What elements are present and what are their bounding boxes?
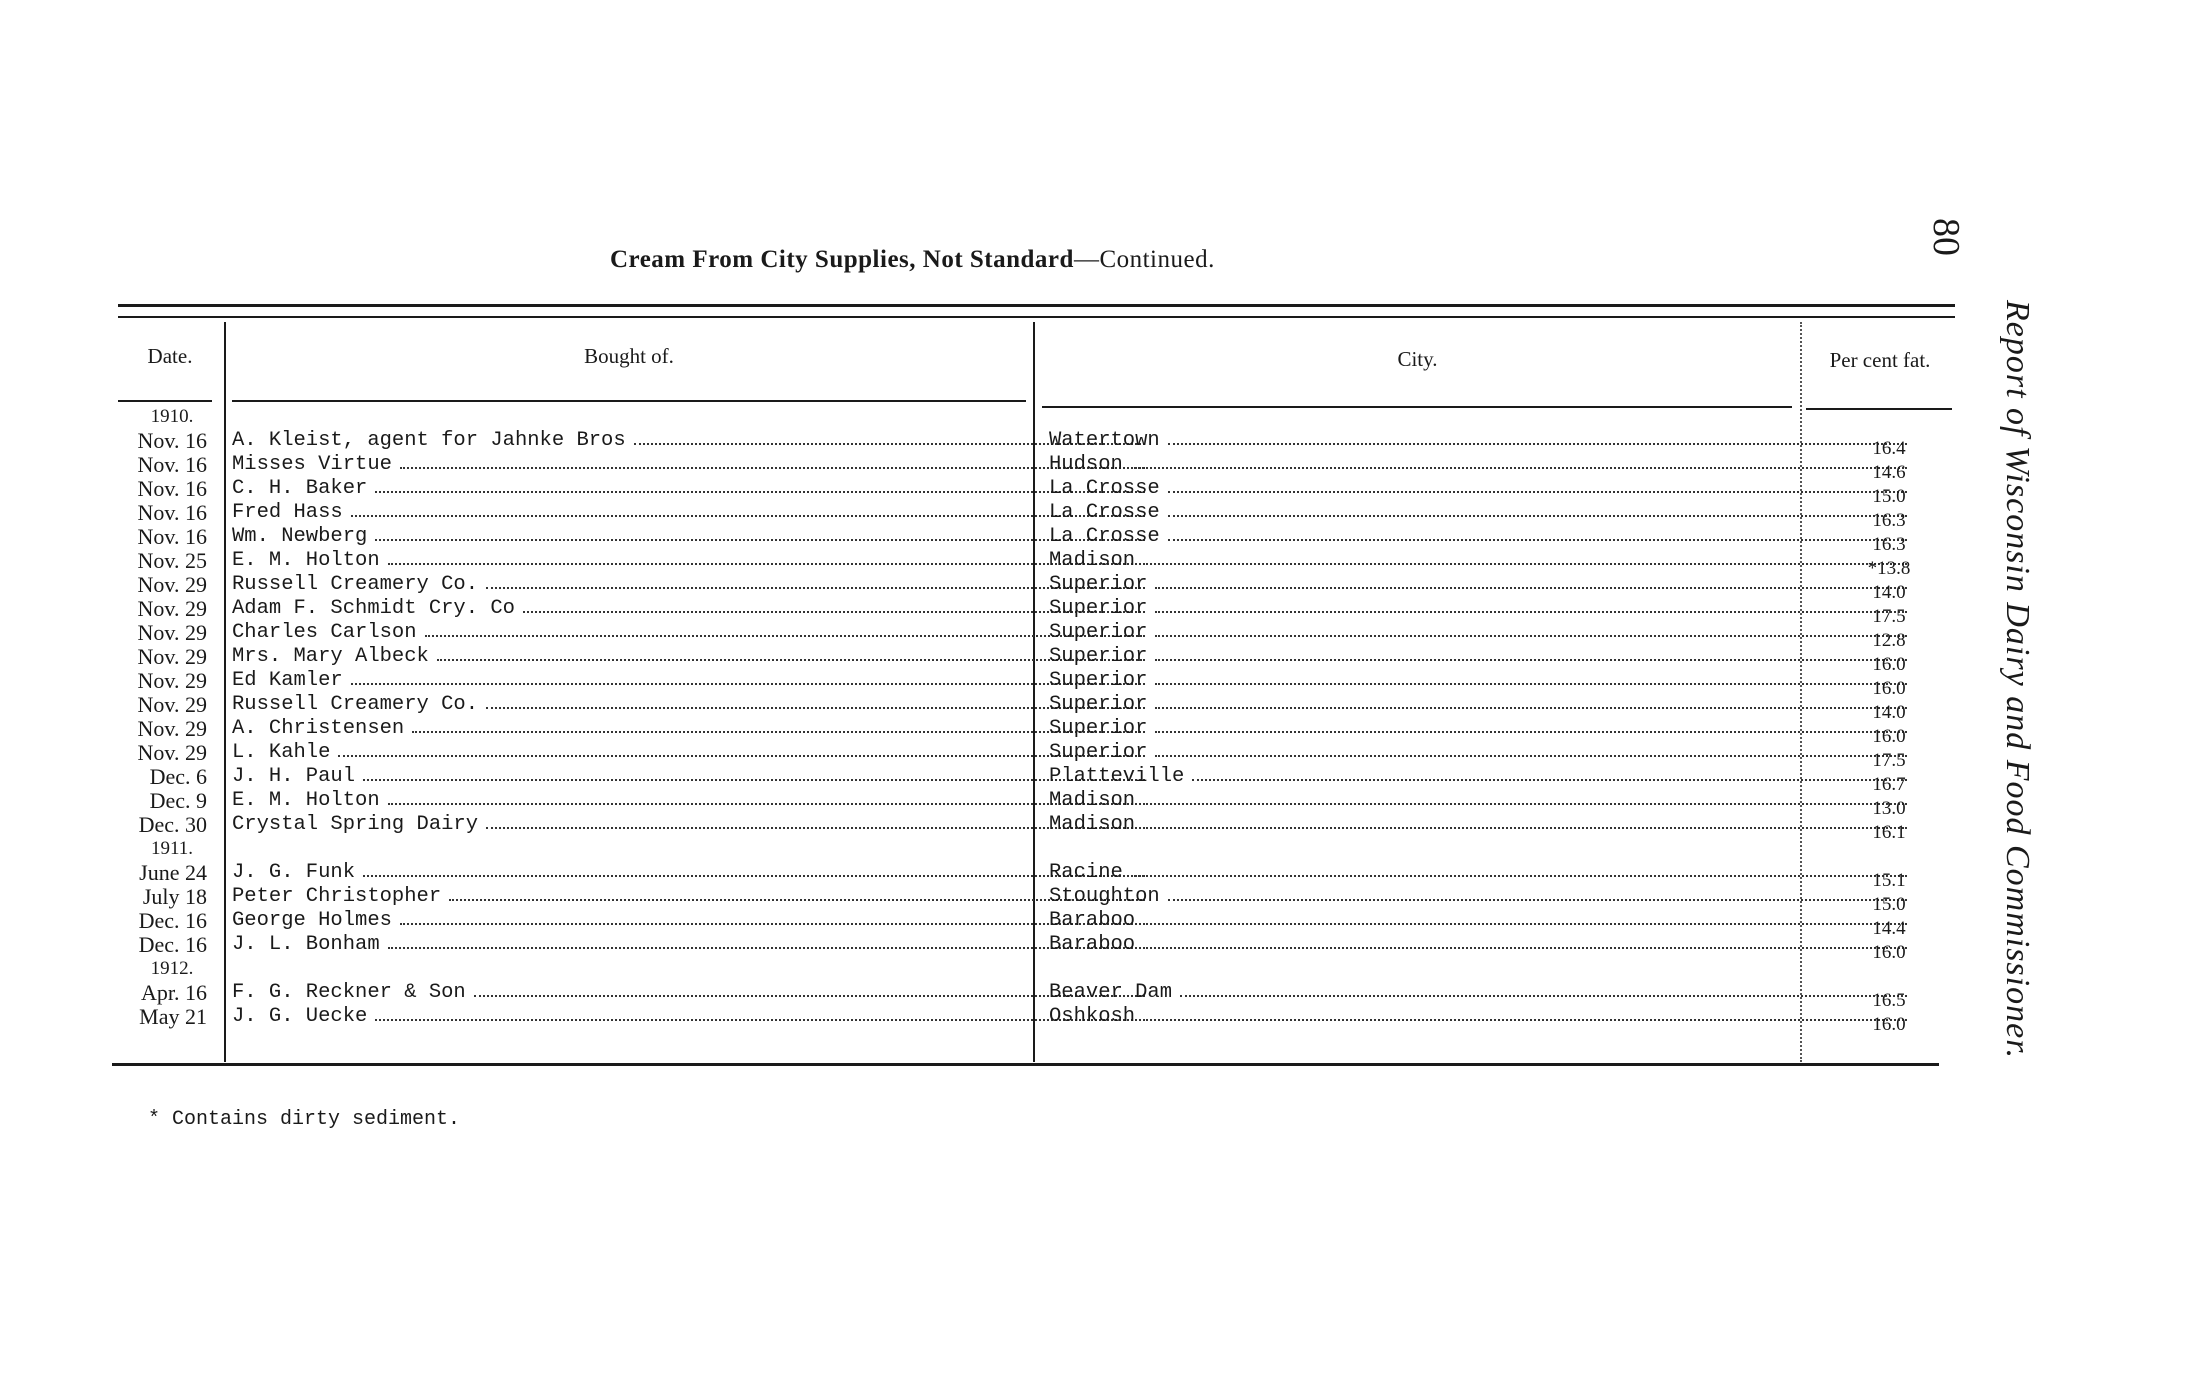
top-rule-thin: [118, 316, 1955, 318]
year-row: [112, 957, 1952, 981]
bought-of-text: Crystal Spring Dairy: [232, 813, 479, 836]
city-text: Madison: [1049, 549, 1136, 572]
dot-leader: [400, 909, 1145, 925]
dot-leader: [1168, 429, 1907, 445]
table-row: [112, 980, 1952, 1011]
city-cell: [1049, 1005, 1907, 1029]
table-row: [112, 452, 1952, 483]
bought-of-cell: [232, 669, 1145, 693]
fat-cell: 16.0: [1872, 678, 1906, 699]
city-text: Superior: [1049, 597, 1148, 620]
dot-leader: [1143, 549, 1907, 565]
bought-of-cell: [232, 741, 1145, 765]
fat-cell: 16.0: [1872, 654, 1906, 675]
dot-leader: [400, 453, 1145, 469]
bought-of-text: C. H. Baker: [232, 477, 368, 500]
dot-leader: [1192, 765, 1907, 781]
year-label: 1910.: [150, 406, 194, 427]
table-row: [112, 908, 1952, 939]
fat-cell: 14.6: [1872, 462, 1906, 483]
table-row: [112, 668, 1952, 699]
bought-of-text: E. M. Holton: [232, 789, 380, 812]
city-cell: [1049, 573, 1907, 597]
table-row: [112, 620, 1952, 651]
dot-leader: [375, 477, 1145, 493]
bought-of-cell: [232, 861, 1145, 885]
city-text: Superior: [1049, 669, 1148, 692]
table-row: [112, 548, 1952, 579]
dot-leader: [425, 621, 1145, 637]
dot-leader: [1168, 501, 1907, 517]
city-cell: [1049, 981, 1907, 1005]
fat-cell: 16.7: [1872, 774, 1906, 795]
city-cell: [1049, 549, 1907, 573]
city-cell: [1049, 669, 1907, 693]
table-row: [112, 788, 1952, 819]
column-header-date: Date.: [147, 344, 193, 368]
city-cell: [1049, 429, 1907, 453]
table-title: [610, 246, 1215, 274]
column-header-bought-of: Bought of.: [584, 344, 674, 368]
dot-leader: [1155, 717, 1907, 733]
dot-leader: [1168, 525, 1907, 541]
city-text: Hudson: [1049, 453, 1123, 476]
table-row: [112, 476, 1952, 507]
city-cell: [1049, 717, 1907, 741]
dot-leader: [1155, 573, 1907, 589]
date-cell: Nov. 16: [137, 452, 207, 477]
dot-leader: [1155, 741, 1907, 757]
city-cell: [1049, 621, 1907, 645]
city-cell: [1049, 741, 1907, 765]
date-cell: Nov. 16: [137, 500, 207, 525]
fat-cell: 16.3: [1872, 534, 1906, 555]
date-cell: Apr. 16: [141, 980, 207, 1005]
dot-leader: [363, 861, 1145, 877]
date-cell: Nov. 29: [137, 668, 207, 693]
fat-cell: 15.0: [1872, 894, 1906, 915]
fat-cell: 14.0: [1872, 582, 1906, 603]
city-text: Madison: [1049, 789, 1136, 812]
bought-of-cell: [232, 429, 1145, 453]
city-text: Superior: [1049, 645, 1148, 668]
dot-leader: [449, 885, 1145, 901]
dot-leader: [1143, 909, 1907, 925]
city-cell: [1049, 525, 1907, 549]
date-cell: Nov. 29: [137, 740, 207, 765]
dot-leader: [486, 573, 1145, 589]
dot-leader: [486, 693, 1145, 709]
fat-cell: 16.0: [1872, 726, 1906, 747]
dot-leader: [474, 981, 1145, 997]
city-text: Superior: [1049, 717, 1148, 740]
bought-of-text: Adam F. Schmidt Cry. Co: [232, 597, 515, 620]
city-cell: [1049, 501, 1907, 525]
date-cell: Dec. 16: [138, 908, 207, 933]
fat-cell: 16.3: [1872, 510, 1906, 531]
table-row: [112, 884, 1952, 915]
fat-cell: 16.1: [1872, 822, 1906, 843]
bought-of-cell: [232, 573, 1145, 597]
date-cell: Nov. 29: [137, 572, 207, 597]
table-row: [112, 812, 1952, 843]
running-head: Report of Wisconsin Dairy and Food Commissioner.: [1999, 300, 2036, 1060]
city-cell: [1049, 693, 1907, 717]
table-row: [112, 764, 1952, 795]
city-text: Oshkosh: [1049, 1005, 1136, 1028]
date-cell: Nov. 29: [137, 620, 207, 645]
bought-of-text: L. Kahle: [232, 741, 331, 764]
dot-leader: [1155, 645, 1907, 661]
city-cell: [1049, 861, 1907, 885]
table-row: [112, 428, 1952, 459]
dot-leader: [486, 813, 1145, 829]
date-cell: July 18: [142, 884, 207, 909]
table-row: [112, 1004, 1952, 1035]
table-row: [112, 740, 1952, 771]
bought-of-text: Peter Christopher: [232, 885, 442, 908]
dot-leader: [1143, 789, 1907, 805]
bought-of-cell: [232, 717, 1145, 741]
dot-leader: [1180, 981, 1907, 997]
dot-leader: [375, 1005, 1145, 1021]
table-row: [112, 644, 1952, 675]
bought-of-cell: [232, 981, 1145, 1005]
dot-leader: [351, 669, 1145, 685]
city-text: Superior: [1049, 693, 1148, 716]
dot-leader: [388, 549, 1145, 565]
bought-of-text: Mrs. Mary Albeck: [232, 645, 429, 668]
city-text: La Crosse: [1049, 501, 1160, 524]
date-cell: Nov. 25: [137, 548, 207, 573]
table-row: [112, 692, 1952, 723]
year-row: [112, 405, 1952, 429]
fat-cell: 14.0: [1872, 702, 1906, 723]
bought-of-text: Russell Creamery Co.: [232, 573, 479, 596]
bought-of-text: J. L. Bonham: [232, 933, 380, 956]
dot-leader: [1155, 621, 1907, 637]
city-text: Baraboo: [1049, 909, 1136, 932]
bought-of-text: George Holmes: [232, 909, 392, 932]
date-cell: Nov. 16: [137, 476, 207, 501]
bought-of-cell: [232, 597, 1145, 621]
fat-cell: 12.8: [1872, 630, 1906, 651]
city-cell: [1049, 909, 1907, 933]
dot-leader: [375, 525, 1145, 541]
top-rule-thick: [118, 304, 1955, 307]
date-cell: Dec. 6: [149, 764, 207, 789]
date-cell: Dec. 30: [138, 812, 207, 837]
city-text: Madison: [1049, 813, 1136, 836]
bought-of-text: A. Christensen: [232, 717, 405, 740]
fat-cell: 13.0: [1872, 798, 1906, 819]
date-cell: Nov. 29: [137, 716, 207, 741]
bought-of-text: J. H. Paul: [232, 765, 356, 788]
dot-leader: [351, 501, 1145, 517]
city-text: Beaver Dam: [1049, 981, 1173, 1004]
table-row: [112, 500, 1952, 531]
bought-of-cell: [232, 645, 1145, 669]
date-cell: Nov. 16: [137, 524, 207, 549]
date-cell: Nov. 29: [137, 644, 207, 669]
footnote: * Contains dirty sediment.: [148, 1108, 461, 1131]
dot-leader: [1155, 597, 1907, 613]
date-cell: June 24: [139, 860, 207, 885]
bought-of-text: Wm. Newberg: [232, 525, 368, 548]
bought-of-text: F. G. Reckner & Son: [232, 981, 466, 1004]
fat-cell: 16.4: [1872, 438, 1906, 459]
table-row: [112, 524, 1952, 555]
city-text: La Crosse: [1049, 477, 1160, 500]
fat-cell: 14.4: [1872, 918, 1906, 939]
dot-leader: [1155, 669, 1907, 685]
city-cell: [1049, 453, 1907, 477]
bought-of-cell: [232, 909, 1145, 933]
dot-leader: [388, 933, 1145, 949]
dot-leader: [1168, 477, 1907, 493]
bought-of-cell: [232, 1005, 1145, 1029]
dot-leader: [1143, 813, 1907, 829]
bought-of-text: E. M. Holton: [232, 549, 380, 572]
date-cell: May 21: [139, 1004, 207, 1029]
dot-leader: [1143, 1005, 1907, 1021]
city-cell: [1049, 885, 1907, 909]
page-number: 80: [1925, 218, 1967, 256]
year-row: [112, 837, 1952, 861]
bought-of-text: Ed Kamler: [232, 669, 343, 692]
city-text: Superior: [1049, 621, 1148, 644]
dot-leader: [338, 741, 1145, 757]
bought-of-text: J. G. Funk: [232, 861, 356, 884]
bought-of-cell: [232, 477, 1145, 501]
bought-of-text: Fred Hass: [232, 501, 343, 524]
dot-leader: [1143, 933, 1907, 949]
dot-leader: [1168, 885, 1907, 901]
table-title-main: Cream From City Supplies, Not Standard: [610, 246, 1074, 273]
fat-cell: 16.0: [1872, 942, 1906, 963]
bought-of-text: Misses Virtue: [232, 453, 392, 476]
city-text: Superior: [1049, 741, 1148, 764]
bought-of-cell: [232, 525, 1145, 549]
bought-of-cell: [232, 549, 1145, 573]
year-label: 1911.: [150, 838, 194, 859]
bought-of-cell: [232, 885, 1145, 909]
dot-leader: [1131, 861, 1907, 877]
bought-of-text: A. Kleist, agent for Jahnke Bros: [232, 429, 626, 452]
table-title-suffix: —Continued.: [1073, 246, 1215, 273]
date-cell: Dec. 9: [149, 788, 207, 813]
fat-cell: 15.0: [1872, 486, 1906, 507]
city-text: La Crosse: [1049, 525, 1160, 548]
dot-leader: [363, 765, 1145, 781]
city-cell: [1049, 645, 1907, 669]
dot-leader: [388, 789, 1145, 805]
table-row: [112, 860, 1952, 891]
bought-of-cell: [232, 453, 1145, 477]
year-label: 1912.: [150, 958, 194, 979]
city-cell: [1049, 765, 1907, 789]
fat-cell: 17.5: [1872, 750, 1906, 771]
city-text: Stoughton: [1049, 885, 1160, 908]
fat-cell: 16.0: [1872, 1014, 1906, 1035]
bought-of-cell: [232, 501, 1145, 525]
city-cell: [1049, 477, 1907, 501]
city-text: Watertown: [1049, 429, 1160, 452]
city-cell: [1049, 789, 1907, 813]
fat-cell: 15.1: [1872, 870, 1906, 891]
city-cell: [1049, 933, 1907, 957]
bought-of-cell: [232, 693, 1145, 717]
city-text: Superior: [1049, 573, 1148, 596]
fat-cell: 17.5: [1872, 606, 1906, 627]
fat-cell: *13.8: [1867, 558, 1911, 579]
bottom-rule: [112, 1063, 1939, 1066]
table-row: [112, 932, 1952, 963]
column-header-fat: Per cent fat.: [1829, 348, 1931, 372]
city-text: Baraboo: [1049, 933, 1136, 956]
header-rule-date: [118, 400, 212, 402]
dot-leader: [1155, 693, 1907, 709]
date-cell: Dec. 16: [138, 932, 207, 957]
table-row: [112, 716, 1952, 747]
header-rule-bought: [232, 400, 1026, 402]
bought-of-cell: [232, 621, 1145, 645]
date-cell: Nov. 29: [137, 692, 207, 717]
dot-leader: [437, 645, 1145, 661]
table-row: [112, 572, 1952, 603]
bought-of-cell: [232, 933, 1145, 957]
bought-of-text: Charles Carlson: [232, 621, 417, 644]
fat-cell: 16.5: [1872, 990, 1906, 1011]
column-header-city: City.: [1397, 347, 1438, 371]
city-text: Platteville: [1049, 765, 1185, 788]
date-cell: Nov. 29: [137, 596, 207, 621]
bought-of-text: J. G. Uecke: [232, 1005, 368, 1028]
dot-leader: [1131, 453, 1907, 469]
bought-of-text: Russell Creamery Co.: [232, 693, 479, 716]
bought-of-cell: [232, 813, 1145, 837]
city-cell: [1049, 597, 1907, 621]
dot-leader: [412, 717, 1145, 733]
bought-of-cell: [232, 789, 1145, 813]
city-cell: [1049, 813, 1907, 837]
table-row: [112, 596, 1952, 627]
date-cell: Nov. 16: [137, 428, 207, 453]
bought-of-cell: [232, 765, 1145, 789]
city-text: Racine: [1049, 861, 1123, 884]
